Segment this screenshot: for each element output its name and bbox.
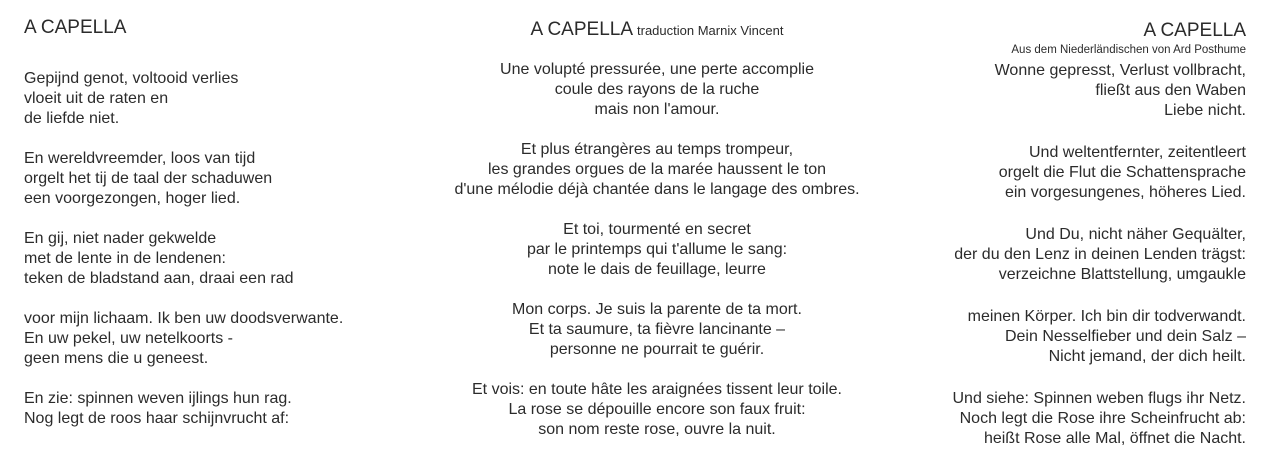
poem-line: een voorgezongen, hoger lied. bbox=[24, 190, 241, 207]
dutch-stanzas bbox=[24, 69, 444, 429]
poem-line: Und siehe: Spinnen weben flugs ihr Netz. bbox=[952, 390, 1246, 407]
stanza bbox=[826, 61, 1246, 121]
stanza bbox=[420, 60, 894, 120]
poem-line: Et vois: en toute hâte les araignées tissent leur toile. bbox=[472, 381, 842, 398]
poem-line: d'une mélodie déjà chantée dans le langage des ombres. bbox=[454, 181, 860, 198]
french-stanzas bbox=[420, 60, 894, 440]
poem-line: geen mens die u geneest. bbox=[24, 350, 209, 367]
stanza bbox=[826, 389, 1246, 449]
stanza bbox=[420, 380, 894, 440]
stanza bbox=[24, 389, 444, 429]
poem-line: Mon corps. Je suis la parente de ta mort. bbox=[512, 301, 802, 318]
stanza bbox=[24, 229, 444, 289]
poem-line: Liebe nicht. bbox=[1164, 102, 1246, 119]
poem-line: teken de bladstand aan, draai een rad bbox=[24, 270, 294, 287]
poem-line: les grandes orgues de la marée haussent le ton bbox=[488, 161, 826, 178]
poem-line: verzeichne Blattstellung, umgaukle bbox=[998, 266, 1246, 283]
poem-line: voor mijn lichaam. Ik ben uw doodsverwante. bbox=[24, 310, 344, 327]
dutch-poem-title: A CAPELLA bbox=[24, 17, 127, 38]
poem-line: coule des rayons de la ruche bbox=[554, 81, 760, 98]
dutch-poem-column bbox=[24, 0, 444, 429]
poem-line: En wereldvreemder, loos van tijd bbox=[24, 150, 256, 167]
german-translator-credit: Aus dem Niederländischen von Ard Posthume bbox=[1011, 44, 1246, 56]
poem-line: Dein Nesselfieber und dein Salz – bbox=[1004, 328, 1246, 345]
poem-line: par le printemps qui t'allume le sang: bbox=[526, 241, 788, 258]
stanza bbox=[24, 309, 444, 369]
poem-line: Gepijnd genot, voltooid verlies bbox=[24, 70, 239, 87]
poem-line: Et ta saumure, ta fièvre lancinante – bbox=[528, 321, 786, 338]
poem-line: vloeit uit de raten en bbox=[24, 90, 169, 107]
poem-line: Und Du, nicht näher Gequälter, bbox=[1025, 226, 1246, 243]
stanza bbox=[826, 307, 1246, 367]
poem-line: En uw pekel, uw netelkoorts - bbox=[24, 330, 233, 347]
poem-line: orgelt het tij de taal der schaduwen bbox=[24, 170, 273, 187]
stanza bbox=[420, 140, 894, 200]
poem-line: de liefde niet. bbox=[24, 110, 120, 127]
french-title-text: A CAPELLA bbox=[530, 19, 633, 40]
poem-line: Und weltentfernter, zeitentleert bbox=[1028, 144, 1246, 161]
poem-line: der du den Lenz in deinen Lenden trägst: bbox=[954, 246, 1246, 263]
poem-line: note le dais de feuillage, leurre bbox=[548, 261, 766, 278]
stanza bbox=[826, 225, 1246, 285]
poem-line: Nog legt de roos haar schijnvrucht af: bbox=[24, 410, 290, 427]
stanza bbox=[24, 69, 444, 129]
poem-line: met de lente in de lendenen: bbox=[24, 250, 226, 267]
poem-line: personne ne pourrait te guérir. bbox=[549, 341, 765, 358]
poem-line: Noch legt die Rose ihre Scheinfrucht ab: bbox=[959, 410, 1246, 427]
stanza bbox=[826, 143, 1246, 203]
poem-line: son nom reste rose, ouvre la nuit. bbox=[538, 421, 776, 438]
french-poem-title bbox=[420, 19, 894, 42]
german-poem-column bbox=[826, 0, 1246, 449]
poem-line: meinen Körper. Ich bin dir todverwandt. bbox=[967, 308, 1246, 325]
german-stanzas bbox=[826, 61, 1246, 449]
german-poem-title: A CAPELLA bbox=[1143, 20, 1246, 41]
poem-line: Wonne gepresst, Verlust vollbracht, bbox=[994, 62, 1246, 79]
poem-line: Et toi, tourmenté en secret bbox=[563, 221, 751, 238]
french-translator-credit: traduction Marnix Vincent bbox=[637, 23, 784, 38]
poem-line: En zie: spinnen weven ijlings hun rag. bbox=[24, 390, 292, 407]
poem-line: Nicht jemand, der dich heilt. bbox=[1048, 348, 1246, 365]
stanza bbox=[420, 220, 894, 280]
poem-line: La rose se dépouille encore son faux fruit: bbox=[508, 401, 806, 418]
poem-line: heißt Rose alle Mal, öffnet die Nacht. bbox=[983, 430, 1246, 447]
poem-line: mais non l'amour. bbox=[594, 101, 720, 118]
stanza bbox=[24, 149, 444, 209]
poem-line: fließt aus den Waben bbox=[1095, 82, 1246, 99]
poem-line: Et plus étrangères au temps trompeur, bbox=[520, 141, 794, 158]
poem-line: En gij, niet nader gekwelde bbox=[24, 230, 217, 247]
stanza bbox=[420, 300, 894, 360]
poem-line: Une volupté pressurée, une perte accomplie bbox=[500, 61, 814, 78]
poem-line: orgelt die Flut die Schattensprache bbox=[998, 164, 1246, 181]
french-poem-column bbox=[420, 0, 894, 440]
poem-line: ein vorgesungenes, höheres Lied. bbox=[1004, 184, 1246, 201]
